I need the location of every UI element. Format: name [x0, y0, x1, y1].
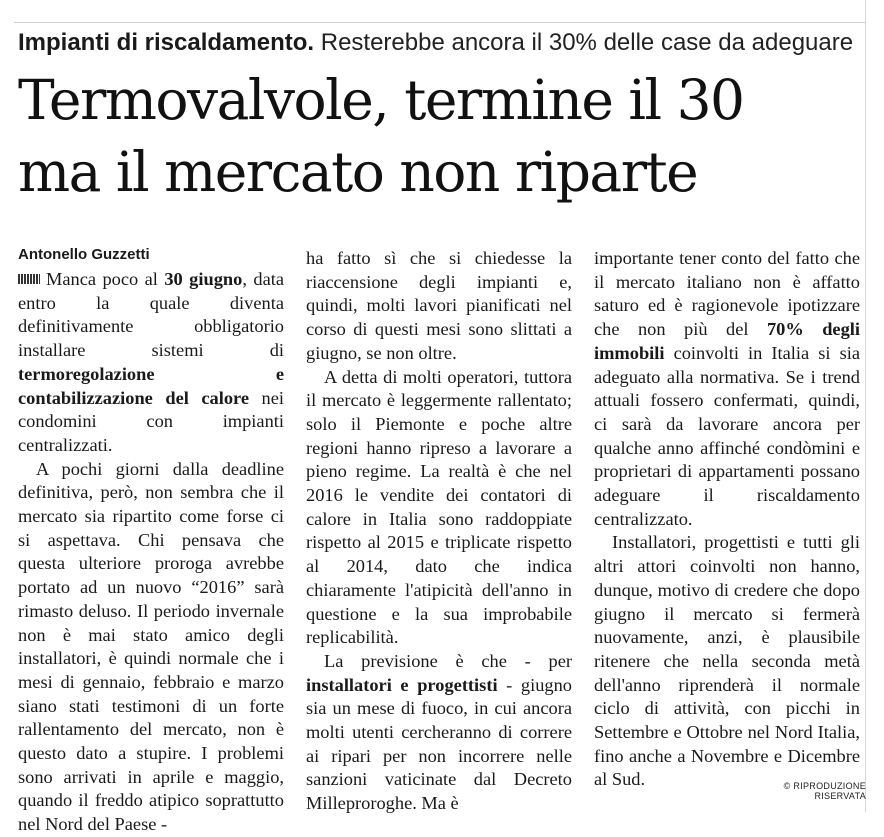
headline-line-2: ma il mercato non riparte [18, 140, 698, 204]
byline: Antonello Guzzetti [18, 246, 150, 263]
paragraph-4 [306, 650, 572, 816]
paragraph-3: A detta di molti operatori, tuttora il mercato è leggermente rallentato; solo il Piemonte e poche altre regioni hanno ripreso a lavorare a pieno regime. La realtà è che nel 2016 le vendite dei contatori di calore in Italia sono raddoppiate rispetto al 2015 e triplicate rispetto al 2014, dato che indica chiaramente l'atipicità dell'anno in questione e la sua improbabile replicabilità. [306, 366, 572, 648]
article-column-2 [306, 247, 572, 816]
article-column-1 [18, 244, 284, 837]
headline-line-1: Termovalvole, termine il 30 [18, 68, 744, 132]
p1-bold-topic: termoregolazione e contabilizzazione del calore [18, 363, 284, 408]
copyright-notice: © RIPRODUZIONE RISERVATA [783, 781, 866, 801]
column-rule [865, 0, 866, 812]
p1-text-e: nei condomini con impianti centralizzati. [18, 387, 284, 455]
kicker-subtitle: Resterebbe ancora il 30% delle case da adeguare [320, 29, 854, 56]
paragraph-1 [18, 268, 284, 458]
paragraph-2: A pochi giorni dalla deadline definitiva, però, non sembra che il mercato sia ripartito come forse ci si aspettava. Chi pensava che questa ulteriore proroga avrebbe portato ad un nuovo “2016” sarà rimasto deluso. Il periodo invernale non è mai stato amico degli installatori, è quindi normale che i mesi di gennaio, febbraio e marzo siano stati testimoni di un forte rallentamento del mercato, non è questo dato a stupire. I problemi sono arrivati in aprile e maggio, quando il freddo atipico soprattutto nel Nord del Paese - [18, 458, 284, 835]
article-column-3 [594, 247, 860, 792]
paragraph-5: Installatori, progettisti e tutti gli altri attori coinvolti non hanno, dunque, motivo di credere che dopo giugno il mercato si fermerà nuovamente, anzi, è plausibile ritenere che nella seconda metà dell'anno riprenderà il normale ciclo di attività, con picchi in Settembre e Ottobre nel Nord Italia, fino anche a Novembre e Dicembre al Sud. [594, 532, 860, 790]
kicker-section: Impianti di riscaldamento. [18, 29, 315, 56]
p4-bold-roles: installatori e progettisti [306, 674, 498, 695]
paragraph-4-continued [594, 247, 860, 531]
p4-text-a: La previsione è che - per [324, 650, 572, 671]
p4b-bold-share: 70% degli immobili [594, 319, 861, 363]
p1-text-a: Manca poco al [46, 269, 165, 289]
lead-marker-icon [18, 274, 40, 284]
p4b-text-a: importante tener conto del fatto che il mercato italiano non è affatto saturo ed è ragionevole ipotizzare che non più del [594, 248, 860, 340]
paragraph-2-continued: ha fatto sì che si chiedesse la riaccensione degli impianti e, quindi, molti lavori pianificati nel corso di questi mesi sono slittati a giugno, se non oltre. [306, 248, 572, 363]
p1-text-c: , data entro la quale diventa definitivamente obbligatorio installare sistemi di [18, 269, 285, 361]
p4b-text-c: coinvolti in Italia si sia adeguato alla normativa. Se i trend attuali fossero confermati, quindi, ci sarà da lavorare ancora per qualche anno affinché condòmini e proprietari di appartamenti possano adeguare il riscaldamento centralizzato. [594, 342, 860, 529]
p4-text-c: - giugno sia un mese di fuoco, in cui ancora molti utenti cercheranno di correre ai ripari per non incorrere nelle sanzioni vaticinate dal Decreto Milleproroghe. Ma è [306, 674, 572, 814]
kicker [18, 26, 864, 60]
top-rule [14, 22, 866, 23]
p1-bold-date: 30 giugno [164, 269, 243, 289]
headline [18, 64, 864, 208]
